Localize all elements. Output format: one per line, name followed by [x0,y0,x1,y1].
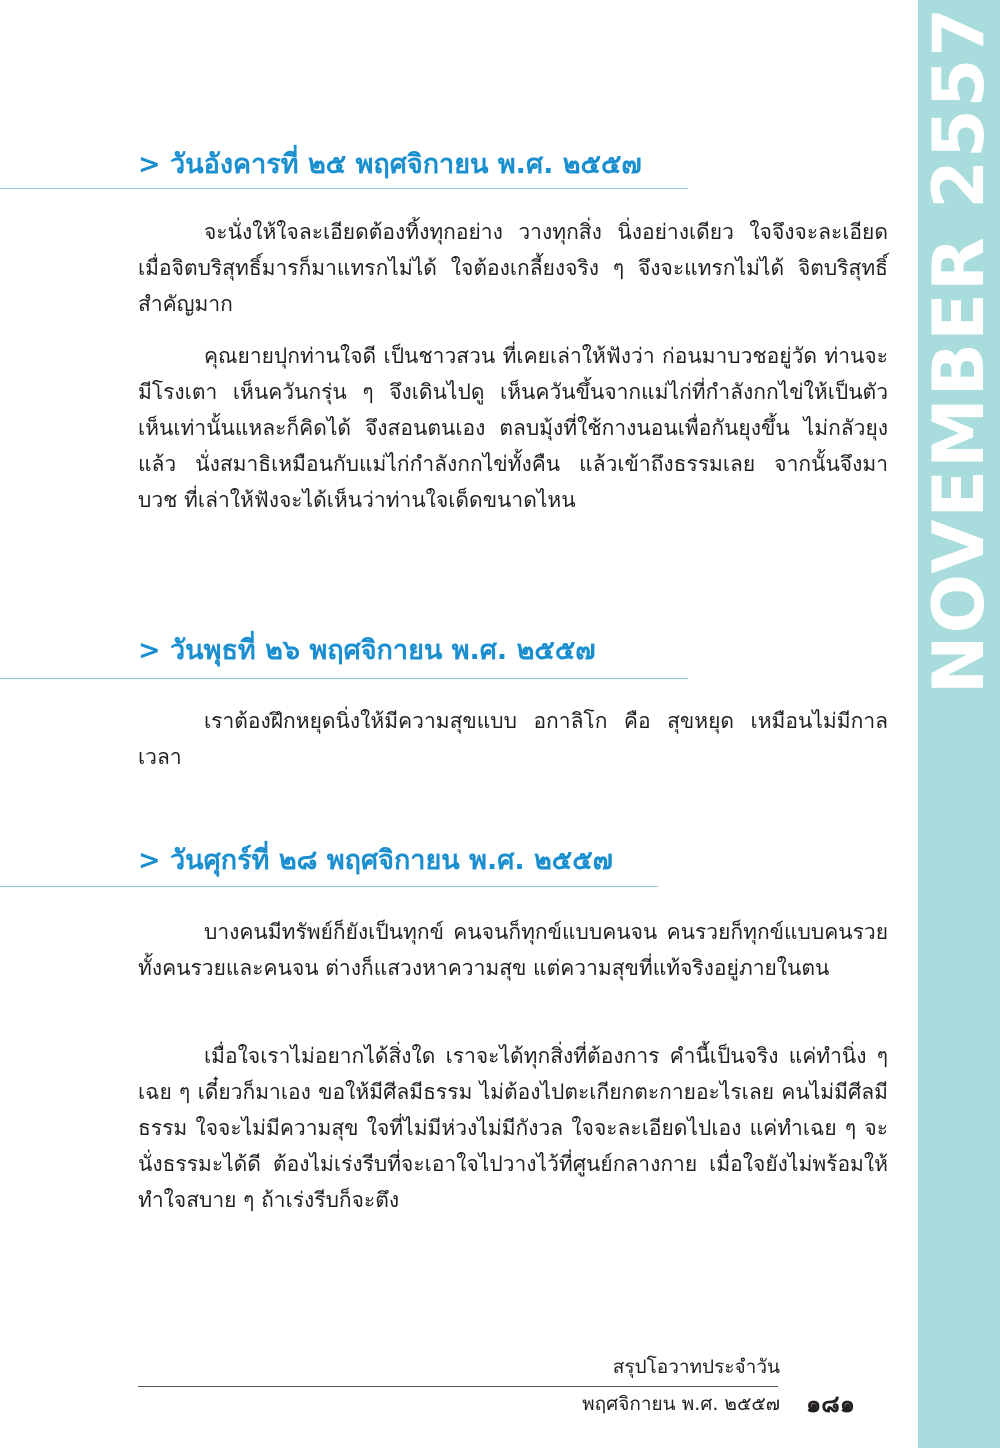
page-number: ๑๘๑ [806,1390,855,1418]
paragraph: บางคนมีทรัพย์ก็ยังเป็นทุกข์ คนจนก็ทุกข์แบบคนจน คนรวยก็ทุกข์แบบคนรวย ทั้งคนรวยและคนจน ต่างก็แสวงหาความสุข แต่ความสุขที่แท้จริงอยู่ภายในตน [138,920,888,980]
month-year-label: NOVEMBER 2557 [918,5,1000,695]
paragraph: คุณยายปุกท่านใจดี เป็นชาวสวน ที่เคยเล่าให้ฟังว่า ก่อนมาบวชอยู่วัด ท่านจะมีโรงเตา เห็นควันกรุ่น ๆ จึงเดินไปดู เห็นควันขึ้นจากแม่ไก่ที่กำลังกกไข่ให้เป็นตัว เห็นเท่านั้นแหละก็คิดได้ จึงสอนตนเอง ตลบมุ้งที่ใช้กางนอนเพื่อกันยุงขึ้น ไม่กลัวยุงแล้ว นั่งสมาธิเหมือนกับแม่ไก่กำลังกกไข่ทั้งคืน แล้วเข้าถึงธรรมเลย จากนั้นจึงมาบวช ที่เล่าให้ฟังจะได้เห็นว่าท่านใจเด็ดขนาดไหน [138,344,888,512]
paragraph: เราต้องฝึกหยุดนิ่งให้มีความสุขแบบ อกาลิโก คือ สุขหยุด เหมือนไม่มีกาลเวลา [138,709,888,769]
section-heading: > วันศุกร์ที่ ๒๘ พฤศจิกายน พ.ศ. ๒๕๕๗ [138,845,613,876]
heading-rule [0,886,658,887]
heading-rule [0,188,688,189]
section-heading: > วันพุธที่ ๒๖ พฤศจิกายน พ.ศ. ๒๕๕๗ [138,635,596,666]
section-heading: > วันอังคารที่ ๒๕ พฤศจิกายน พ.ศ. ๒๕๕๗ [138,149,642,180]
footer-rule [138,1386,778,1387]
paragraph: เมื่อใจเราไม่อยากได้สิ่งใด เราจะได้ทุกสิ่งที่ต้องการ คำนี้เป็นจริง แค่ทำนิ่ง ๆ เฉย ๆ เดี๋ยวก็มาเอง ขอให้มีศีลมีธรรม ไม่ต้องไปตะเกียกตะกายอะไรเลย คนไม่มีศีลมีธรรม ใจจะไม่มีความสุข ใจที่ไม่มีห่วงไม่มีกังวล ใจจะละเอียดไปเอง แค่ทำเฉย ๆ จะนั่งธรรมะได้ดี ต้องไม่เร่งรีบที่จะเอาใจไปวางไว้ที่ศูนย์กลางกาย เมื่อใจยังไม่พร้อมให้ทำใจสบาย ๆ ถ้าเร่งรีบก็จะตึง [138,1044,888,1212]
heading-rule [0,678,688,679]
footer-subtitle: พฤศจิกายน พ.ศ. ๒๕๕๗ [582,1393,780,1415]
paragraph: จะนั่งให้ใจละเอียดต้องทิ้งทุกอย่าง วางทุกสิ่ง นิ่งอย่างเดียว ใจจึงจะละเอียด เมื่อจิตบริสุทธิ์มารก็มาแทรกไม่ได้ ใจต้องเกลี้ยงจริง ๆ จึงจะแทรกไม่ได้ จิตบริสุทธิ์สำคัญมาก [138,220,888,316]
footer-title: สรุปโอวาทประจำวัน [612,1356,780,1378]
